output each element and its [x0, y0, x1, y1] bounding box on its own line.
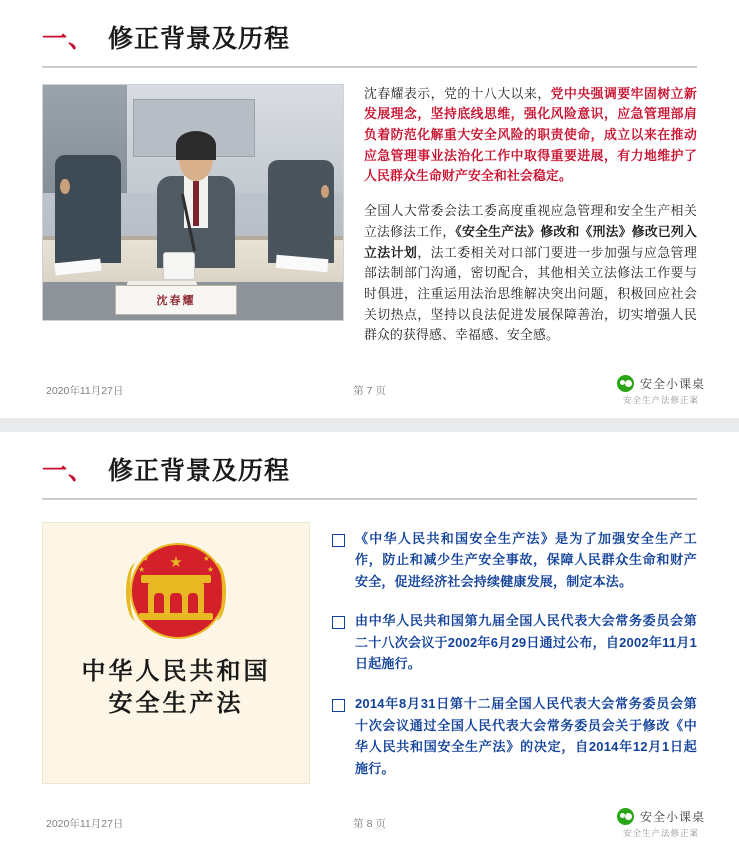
watermark [617, 375, 705, 406]
photo-person-left [55, 155, 121, 263]
slide-page-7 [0, 0, 739, 418]
watermark-row [617, 375, 705, 392]
law-title [82, 655, 271, 720]
watermark-subtitle-2: 安全生产法修正案 [622, 828, 699, 838]
photo-person-center [157, 136, 235, 268]
list-item [332, 528, 697, 593]
emblem-roof [141, 575, 211, 583]
watermark-name: 安全小课桌 [639, 377, 705, 391]
square-bullet-icon [332, 616, 345, 629]
photo-person-left-head [60, 179, 69, 194]
slide-title-wrap-2 [0, 432, 739, 486]
wechat-logo-icon [617, 808, 634, 825]
paragraph-1-run-1: 沈春耀表示，党的十八大以来， [364, 85, 551, 101]
square-bullet-icon [332, 534, 345, 547]
title-text: 修正背景及历程 [108, 25, 291, 53]
photo-teacup [163, 252, 195, 280]
watermark-name-2: 安全小课桌 [639, 810, 705, 824]
footer-page-number-2: 第 8 页 [353, 818, 386, 830]
slide-separator [0, 418, 739, 432]
paragraph-1 [364, 84, 697, 188]
law-title-line2: 安全生产法 [108, 687, 244, 717]
title-number: 一、 [42, 25, 95, 53]
paragraph-2-run-2: 《安全生产法》修改和《刑法》修改已列入立法计划 [364, 223, 697, 260]
wechat-logo-icon [617, 375, 634, 392]
meeting-photo [42, 84, 344, 321]
law-title-line1: 中华人民共和国 [81, 655, 271, 685]
page-title [42, 26, 697, 54]
emblem-base [139, 613, 213, 620]
square-bullet-icon [332, 699, 345, 712]
watermark-row-2 [617, 808, 705, 825]
slide-body-2 [0, 500, 739, 798]
emblem-star-big: ★ [169, 553, 183, 571]
list-item [332, 693, 697, 779]
watermark-2 [617, 808, 705, 839]
photo-person-center-tie [193, 181, 199, 226]
photo-person-right [268, 160, 334, 263]
law-book-cover [42, 522, 310, 784]
watermark-subtitle: 安全生产法修正案 [622, 395, 699, 405]
national-emblem-icon [124, 537, 228, 641]
page-title-2 [42, 458, 697, 486]
paragraph-2-run-3: ，法工委相关对口部门要进一步加强与应急管理部法制部门沟通，密切配合，其他相关立法修法工作要与时俱进，注重运用法治思维解决突出问题，积极回应社会关切热点，坚持以良法促进发展保障善治，切实增强人民群众的获得感、幸福感、安全感。 [364, 244, 697, 343]
title-text-2: 修正背景及历程 [108, 457, 291, 485]
slide-body [0, 68, 739, 361]
footer-date-2: 2020年11月27日 [46, 818, 124, 830]
slide-title-wrap [0, 0, 739, 54]
photo-person-center-hair [176, 131, 217, 160]
list-item [332, 610, 697, 675]
slide-page-8 [0, 432, 739, 851]
paragraph-1-run-2: 党中央强调要牢固树立新发展理念，坚持底线思维，强化风险意识，应急管理部肩负着防范化解重大安全风险的职责使命，成立以来在推动应急管理事业法治化工作中取得重要进展，有力地维护了人民群众生命财产安全和社会稳定。 [364, 85, 697, 184]
footer-date: 2020年11月27日 [46, 385, 124, 397]
list-item-text: 《中华人民共和国安全生产法》是为了加强安全生产工作，防止和减少生产安全事故，保障人民群众生命和财产安全，促进经济社会持续健康发展，制定本法。 [355, 530, 697, 589]
emblem-gate-center [170, 593, 182, 613]
photo-person-right-head [321, 185, 330, 198]
footer-page-number: 第 7 页 [353, 385, 386, 397]
title-number-2: 一、 [42, 457, 95, 485]
slide-footer [0, 370, 739, 418]
paragraph-2-run-1: 全国人大常委会法工委高度重视应急管理和安全生产相关立法修法工作， [364, 203, 697, 239]
emblem-gate [148, 583, 204, 613]
photo-nameplate: 沈春耀 [115, 285, 237, 315]
list-item-text: 由中华人民共和国第九届全国人民代表大会常务委员会第二十八次会议于2002年6月29日通过公布，自2002年11月1日起施行。 [355, 613, 697, 672]
emblem-stars-small: ★ ★ ★ ★ [138, 553, 214, 574]
list-item-text: 2014年8月31日第十二届全国人民代表大会常务委员会第十次会议通过全国人民代表大会常务委员会关于修改《中华人民共和国安全生产法》的决定，自2014年12月1日起施行。 [355, 695, 697, 776]
slide-footer-2 [0, 803, 739, 851]
slide-paragraphs [364, 84, 697, 361]
bullet-list [332, 522, 697, 798]
paragraph-2 [364, 201, 697, 346]
